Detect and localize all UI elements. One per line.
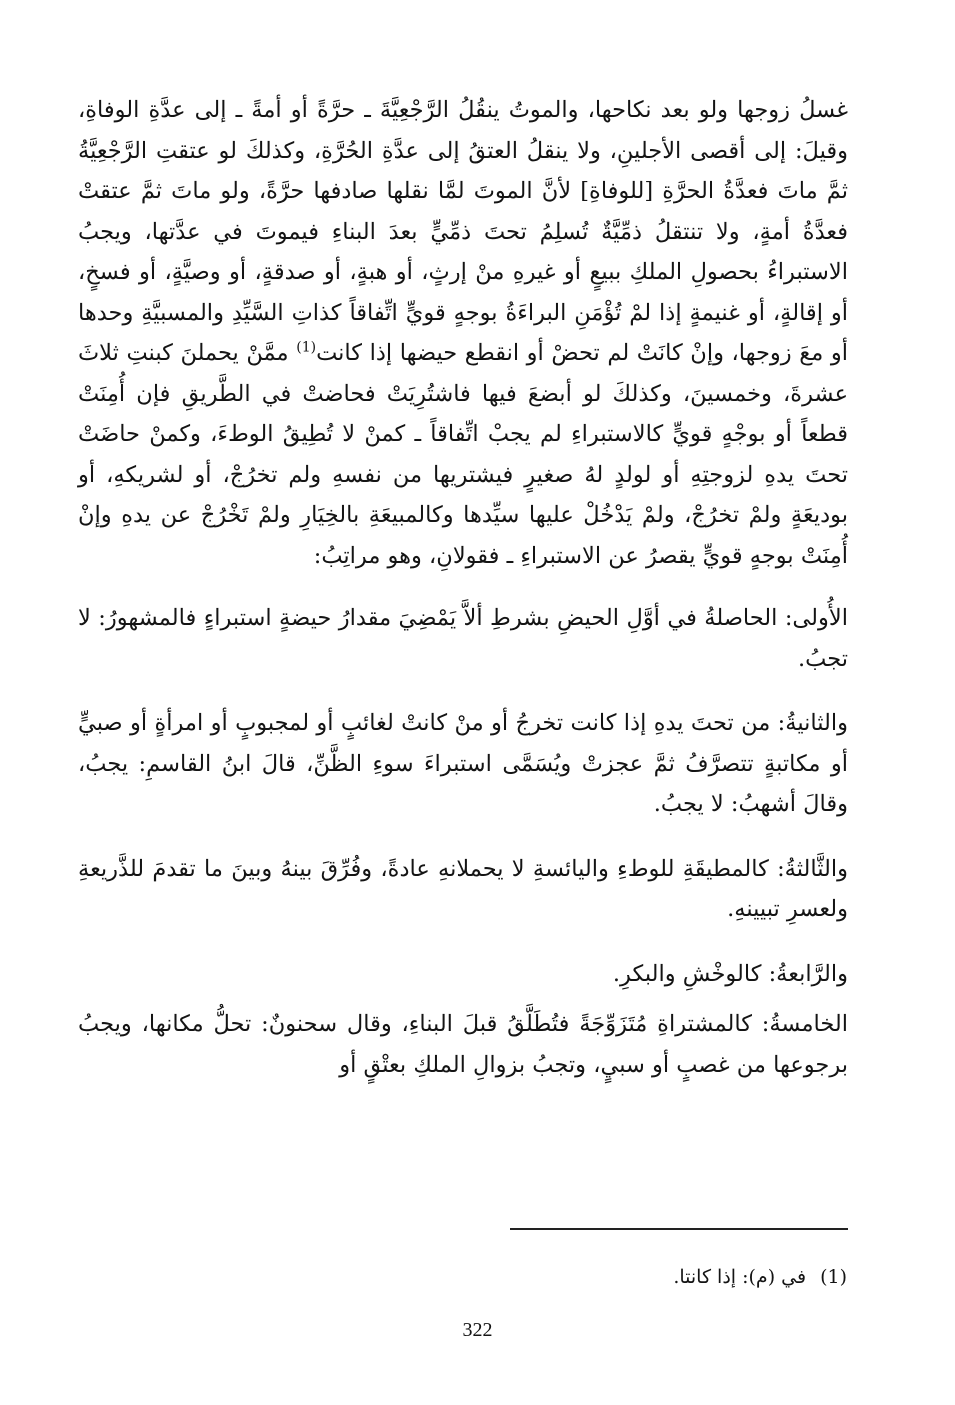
paragraph-fourth-rank: والرَّابعةُ: كالوخْشِ والبكرِ. bbox=[612, 960, 848, 987]
footnote-reference[interactable]: (1) bbox=[296, 339, 317, 356]
footnote-text: في (م): إذا كانتا. bbox=[673, 1266, 807, 1288]
paragraph-main-text-b: ممَّنْ يحملنَ كبنتِ ثلاثَ عشرةَ، وخمسينَ، وكذلكَ لو أبضعَ فيها فاشتُرِيَتْ فحاضتْ في الطَّريقِ فإن أُمِنَتْ قطعاً أو بوجْهٍ قويٍّ كالاستبراءِ لم يجبْ اتِّفاقاً ـ كمنْ لا تُطِيقُ الوطءَ، وكمنْ حاضَتْ تحتَ يدهِ لزوجتِهِ أو لولدٍ لهُ صغيرٍ فيشتريها من نفسهِ ولم تخرُجْ، أو لشريكهِ، أو بوديعَةٍ ولمْ تخرُجْ، ولمْ يَدْخُلْ عليها سيِّدها وكالمبيعَةِ بالخِيَارِ ولمْ تَخْرُجْ عن يدهِ وإنْ أُمِنَتْ بوجهٍ قويٍّ يقصرُ عن الاستبراءِ ـ فقولانِ، وهو مراتِبُ: bbox=[78, 340, 848, 569]
paragraph-second-rank: والثانيةُ: من تحتَ يدهِ إذا كانت تخرجُ أو منْ كانتْ لغائبٍ أو لمجبوبٍ أو امرأةٍ أو صبيٍّ أو مكاتبةٍ تتصرَّفُ ثمَّ عجزتْ ويُسَمَّى استبراءَ سوءِ الظَّنِّ، قالَ ابنُ القاسمِ: يجبُ، وقالَ أشهبُ: لا يجبُ. bbox=[78, 710, 848, 817]
page-number: 322 bbox=[462, 1319, 493, 1341]
footnote-number: (1) bbox=[820, 1266, 847, 1288]
page-body bbox=[78, 90, 848, 1085]
paragraph-third-rank: والثَّالثةُ: كالمطيقَةِ للوطءِ واليائسةِ لا يحملانهِ عادةً، وفُرِّقَ بينهُ وبينَ ما تقدمَ للذَّريعةِ ولعسرِ تبيينهِ. bbox=[78, 855, 848, 922]
footnote bbox=[673, 1262, 847, 1292]
paragraph-main bbox=[78, 90, 848, 576]
paragraph-main-text-a: غسلُ زوجها ولو بعد نكاحها، والموتُ ينقُلُ الرَّجْعِيَّةَ ـ حرَّةً أو أمةً ـ إلى عدَّةِ الوفاةِ، وقيلَ: إلى أقصى الأجلينِ، ولا ينقلُ العتقُ إلى عدَّةِ الحُرَّةِ، وكذلكَ لو عتقتِ الرَّجْعِيَّةُ ثمَّ ماتَ فعدَّةُ الحرَّةِ [للوفاةِ] لأنَّ الموتَ لمَّا نقلها صادفها حرَّةً، ولو ماتَ ثمَّ عتقتْ فعدَّةُ أمةٍ، ولا تنتقلُ ذمِّيَّةٌ تُسلِمُ تحتَ ذمِّيٍّ بعدَ البناءِ فيموتَ في عدَّتها، ويجبُ الاستبراءُ بحصولِ الملكِ ببيعٍ أو غيرهِ منْ إرثٍ، أو هبةٍ، أو صدقةٍ، أو وصيَّةٍ، أو فسخٍ، أو إقالةٍ، أو غنيمةٍ إذا لمْ تُؤْمَنِ البراءَةُ بوجهٍ قويٍّ اتِّفاقاً كذاتِ السَّيِّدِ والمسبيَّةِ وحدها أو معَ زوجها، وإنْ كانَتْ لم تحضْ أو انقطع حيضها إذا كانت bbox=[78, 97, 849, 366]
footnote-separator bbox=[510, 1228, 848, 1230]
paragraph-first-rank: الأُولى: الحاصلةُ في أوَّلِ الحيضِ بشرطِ ألاَّ يَمْضِيَ مقدارُ حيضةٍ استبراءٍ فالمشهورُ: لا تجبُ. bbox=[78, 605, 848, 672]
paragraph-fifth-rank: الخامسةُ: كالمشتراةِ مُتَزَوِّجَةً فتُطَلَّقُ قبلَ البناءِ، وقال سحنونٌ: تحلُّ مكانها، ويجبُ برجوعها من غصبٍ أو سبيٍ، وتجبُ بزوالِ الملكِ بعتْقٍ أو bbox=[78, 1011, 848, 1078]
